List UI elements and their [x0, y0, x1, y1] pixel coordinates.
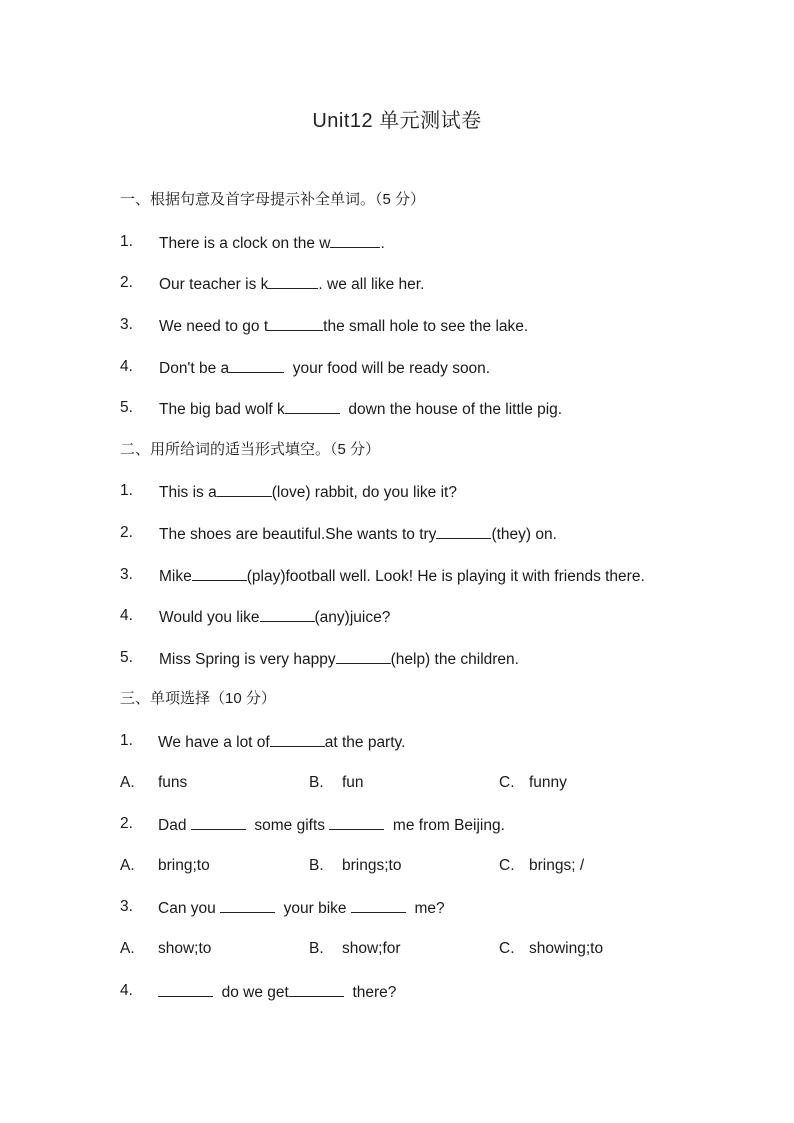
section-3-heading: 三、单项选择（10 分） [120, 690, 276, 707]
question-number: 2. [120, 524, 133, 541]
question-number: 2. [120, 815, 133, 832]
answer-blank[interactable] [260, 605, 315, 622]
question-text: Mike (play)football well. Look! He is playing it with friends there. [159, 564, 645, 588]
question-text: This is a (love) rabbit, do you like it? [159, 480, 457, 504]
s3-q1-options: A. funs B. fun C. funny [120, 774, 567, 791]
answer-blank[interactable] [192, 564, 247, 581]
s2-question-3 [120, 564, 734, 586]
s2-question-2 [120, 522, 734, 544]
answer-blank[interactable] [220, 896, 275, 913]
answer-blank[interactable] [229, 356, 284, 373]
s3-q3-options: A. show;to B. show;for C. showing;to [120, 940, 604, 957]
question-number: 4. [120, 358, 133, 375]
answer-blank[interactable] [351, 896, 406, 913]
answer-blank[interactable] [329, 813, 384, 830]
answer-blank[interactable] [270, 730, 325, 747]
answer-blank[interactable] [336, 647, 391, 664]
question-text: We have a lot of at the party. [158, 730, 405, 754]
question-text: The shoes are beautiful.She wants to try (they) on. [159, 522, 557, 546]
question-number: 4. [120, 982, 133, 999]
question-number: 3. [120, 898, 133, 915]
question-number: 1. [120, 732, 133, 749]
question-text: Can you your bike me? [158, 896, 445, 920]
question-text: Dad some gifts me from Beijing. [158, 813, 505, 837]
answer-blank[interactable] [191, 813, 246, 830]
section-1-heading: 一、根据句意及首字母提示补全单词。（5 分） [120, 191, 426, 208]
s3-question-1 [120, 730, 734, 752]
question-number: 3. [120, 566, 133, 583]
s1-question-1 [120, 231, 734, 253]
question-text: Would you like (any)juice? [159, 605, 390, 629]
s1-question-3 [120, 314, 734, 336]
answer-blank[interactable] [285, 397, 340, 414]
s3-question-4 [120, 980, 734, 1002]
answer-blank[interactable] [268, 314, 323, 331]
s3-question-2 [120, 813, 734, 835]
answer-blank[interactable] [436, 522, 491, 539]
section-2-heading: 二、用所给词的适当形式填空。（5 分） [120, 441, 381, 458]
s2-question-1 [120, 480, 734, 502]
s1-question-2 [120, 272, 734, 294]
answer-blank[interactable] [158, 980, 213, 997]
question-text: Don't be a your food will be ready soon. [159, 356, 490, 380]
question-number: 2. [120, 274, 133, 291]
question-text: We need to go t the small hole to see the lake. [159, 314, 528, 338]
page-title: Unit12 单元测试卷 [312, 110, 482, 132]
answer-blank[interactable] [289, 980, 344, 997]
s3-question-3 [120, 896, 734, 918]
question-text: Miss Spring is very happy (help) the children. [159, 647, 519, 671]
answer-blank[interactable] [330, 231, 380, 248]
question-text: Our teacher is k . we all like her. [159, 272, 424, 296]
question-number: 5. [120, 649, 133, 666]
answer-blank[interactable] [268, 272, 318, 289]
question-number: 4. [120, 607, 133, 624]
question-number: 3. [120, 316, 133, 333]
question-text: The big bad wolf k down the house of the little pig. [159, 397, 562, 421]
s1-question-4 [120, 356, 734, 378]
s3-q2-options: A. bring;to B. brings;to C. brings; / [120, 857, 585, 874]
question-number: 1. [120, 482, 133, 499]
question-text: do we get there? [158, 980, 396, 1004]
question-number: 1. [120, 233, 133, 250]
answer-blank[interactable] [217, 480, 272, 497]
question-text: There is a clock on the w . [159, 231, 385, 255]
question-number: 5. [120, 399, 133, 416]
s2-question-5 [120, 647, 734, 669]
s1-question-5 [120, 397, 734, 419]
s2-question-4 [120, 605, 734, 627]
